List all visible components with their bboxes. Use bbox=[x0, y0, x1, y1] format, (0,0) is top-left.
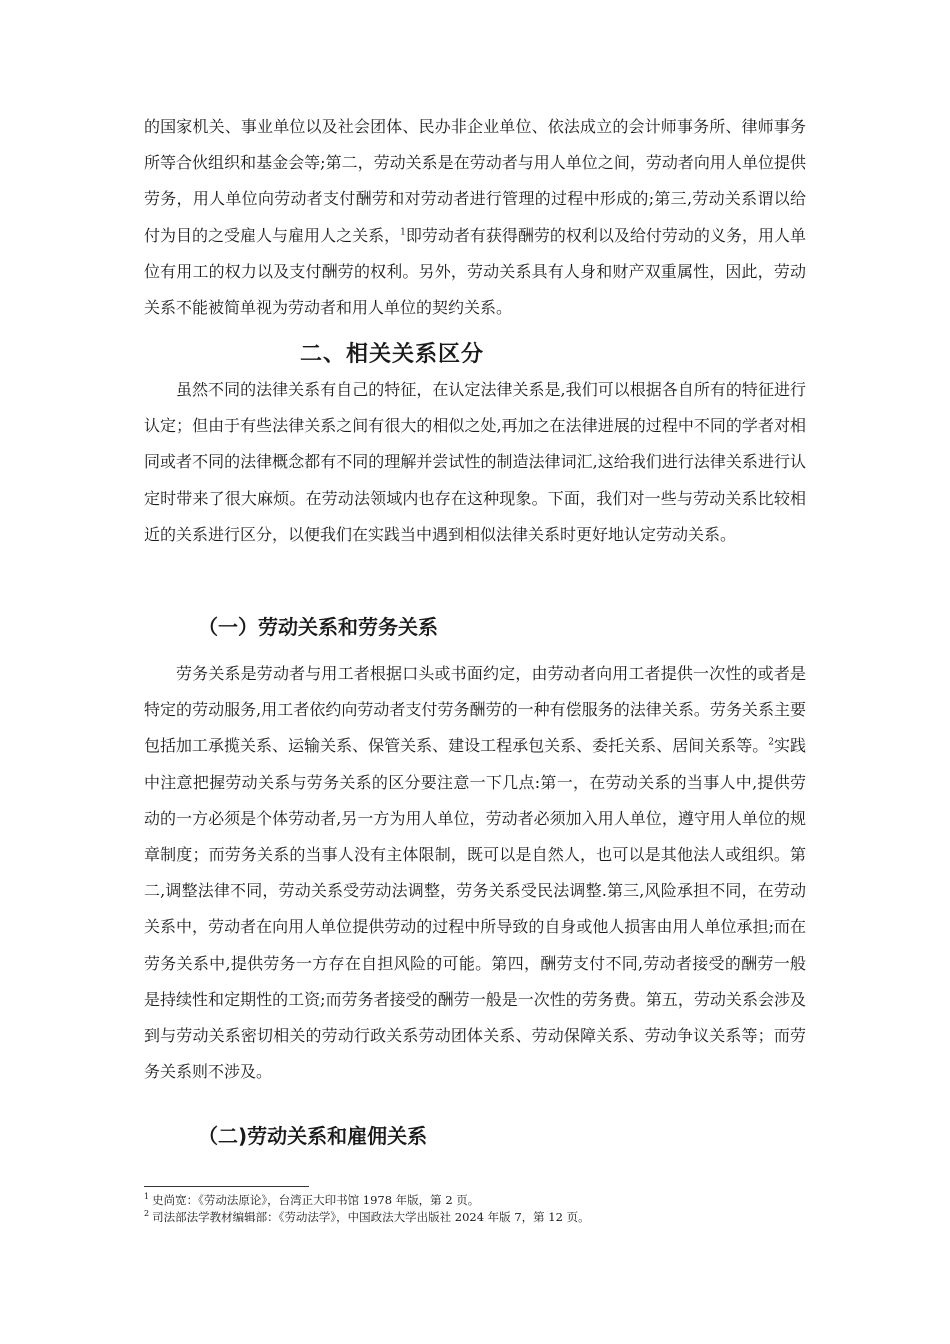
footnote-1-number: 1 bbox=[144, 1192, 150, 1202]
subsection-heading-2: （二)劳动关系和雇佣关系 bbox=[198, 1124, 428, 1148]
footnote-1-text: 史尚宽：《劳动法原论》，台湾正大印书馆 1978 年版，第 2 页。 bbox=[152, 1193, 480, 1207]
footnote-2 bbox=[144, 1209, 844, 1226]
footnote-ref-2[interactable]: 2 bbox=[768, 738, 774, 749]
footnote-2-text: 司法部法学教材编辑部：《劳动法学》，中国政法大学出版社 2024 年版 7，第 12 页。 bbox=[152, 1210, 590, 1224]
footnotes bbox=[144, 1192, 844, 1226]
paragraph-1-text-a: 的国家机关、事业单位以及社会团体、民办非企业单位、依法成立的会计师事务所、律师事务所等合伙组织和基金会等;第二，劳动关系是在劳动者与用人单位之间，劳动者向用人单位提供劳务，用人单位向劳动者支付酬劳和对劳动者进行管理的过程中形成的;第三,劳动关系谓以给付为目的之受雇人与雇用人之关系， bbox=[144, 117, 806, 245]
paragraph-2-text: 虽然不同的法律关系有自己的特征，在认定法律关系是,我们可以根据各自所有的特征进行认定；但由于有些法律关系之间有很大的相似之处,再加之在法律进展的过程中不同的学者对相同或者不同的法律概念都有不同的理解并尝试性的制造法律词汇,这给我们进行法律关系进行认定时带来了很大麻烦。在劳动法领域内也存在这种现象。下面，我们对一些与劳动关系比较相近的关系进行区分，以便我们在实践当中遇到相似法律关系时更好地认定劳动关系。 bbox=[144, 380, 806, 544]
paragraph-3 bbox=[144, 656, 806, 1090]
footnote-divider bbox=[144, 1186, 309, 1187]
footnote-1 bbox=[144, 1192, 844, 1209]
paragraph-1 bbox=[144, 109, 806, 326]
paragraph-1-text-b: 即劳动者有获得酬劳的权利以及给付劳动的义务，用人单位有用工的权力以及支付酬劳的权利。另外，劳动关系具有人身和财产双重属性，因此，劳动关系不能被简单视为劳动者和用人单位的契约关系。 bbox=[144, 225, 806, 318]
footnote-2-number: 2 bbox=[144, 1209, 150, 1219]
paragraph-3-text-b: 实践中注意把握劳动关系与劳务关系的区分要注意一下几点:第一，在劳动关系的当事人中,提供劳动的一方必须是个体劳动者,另一方为用人单位，劳动者必须加入用人单位，遵守用人单位的规章制度；而劳务关系的当事人没有主体限制，既可以是自然人，也可以是其他法人或组织。第二,调整法律不同，劳动关系受劳动法调整，劳务关系受民法调整.第三,风险承担不同，在劳动关系中，劳动者在向用人单位提供劳动的过程中所导致的自身或他人损害由用人单位承担;而在劳务关系中,提供劳务一方存在自担风险的可能。第四，酬劳支付不同,劳动者接受的酬劳一般是持续性和定期性的工资;而劳务者接受的酬劳一般是一次性的劳务费。第五，劳动关系会涉及到与劳动关系密切相关的劳动行政关系劳动团体关系、劳动保障关系、劳动争议关系等；而劳务关系则不涉及。 bbox=[144, 736, 806, 1082]
paragraph-2 bbox=[144, 372, 806, 553]
section-heading: 二、相关关系区分 bbox=[300, 342, 485, 367]
paragraph-3-text-a: 劳务关系是劳动者与用工者根据口头或书面约定，由劳动者向用工者提供一次性的或者是特定的劳动服务,用工者依约向劳动者支付劳务酬劳的一种有偿服务的法律关系。劳务关系主要包括加工承揽关系、运输关系、保管关系、建设工程承包关系、委托关系、居间关系等。 bbox=[144, 664, 806, 756]
footnote-ref-1[interactable]: 1 bbox=[400, 227, 406, 238]
subsection-heading-1: （一）劳动关系和劳务关系 bbox=[198, 615, 438, 639]
